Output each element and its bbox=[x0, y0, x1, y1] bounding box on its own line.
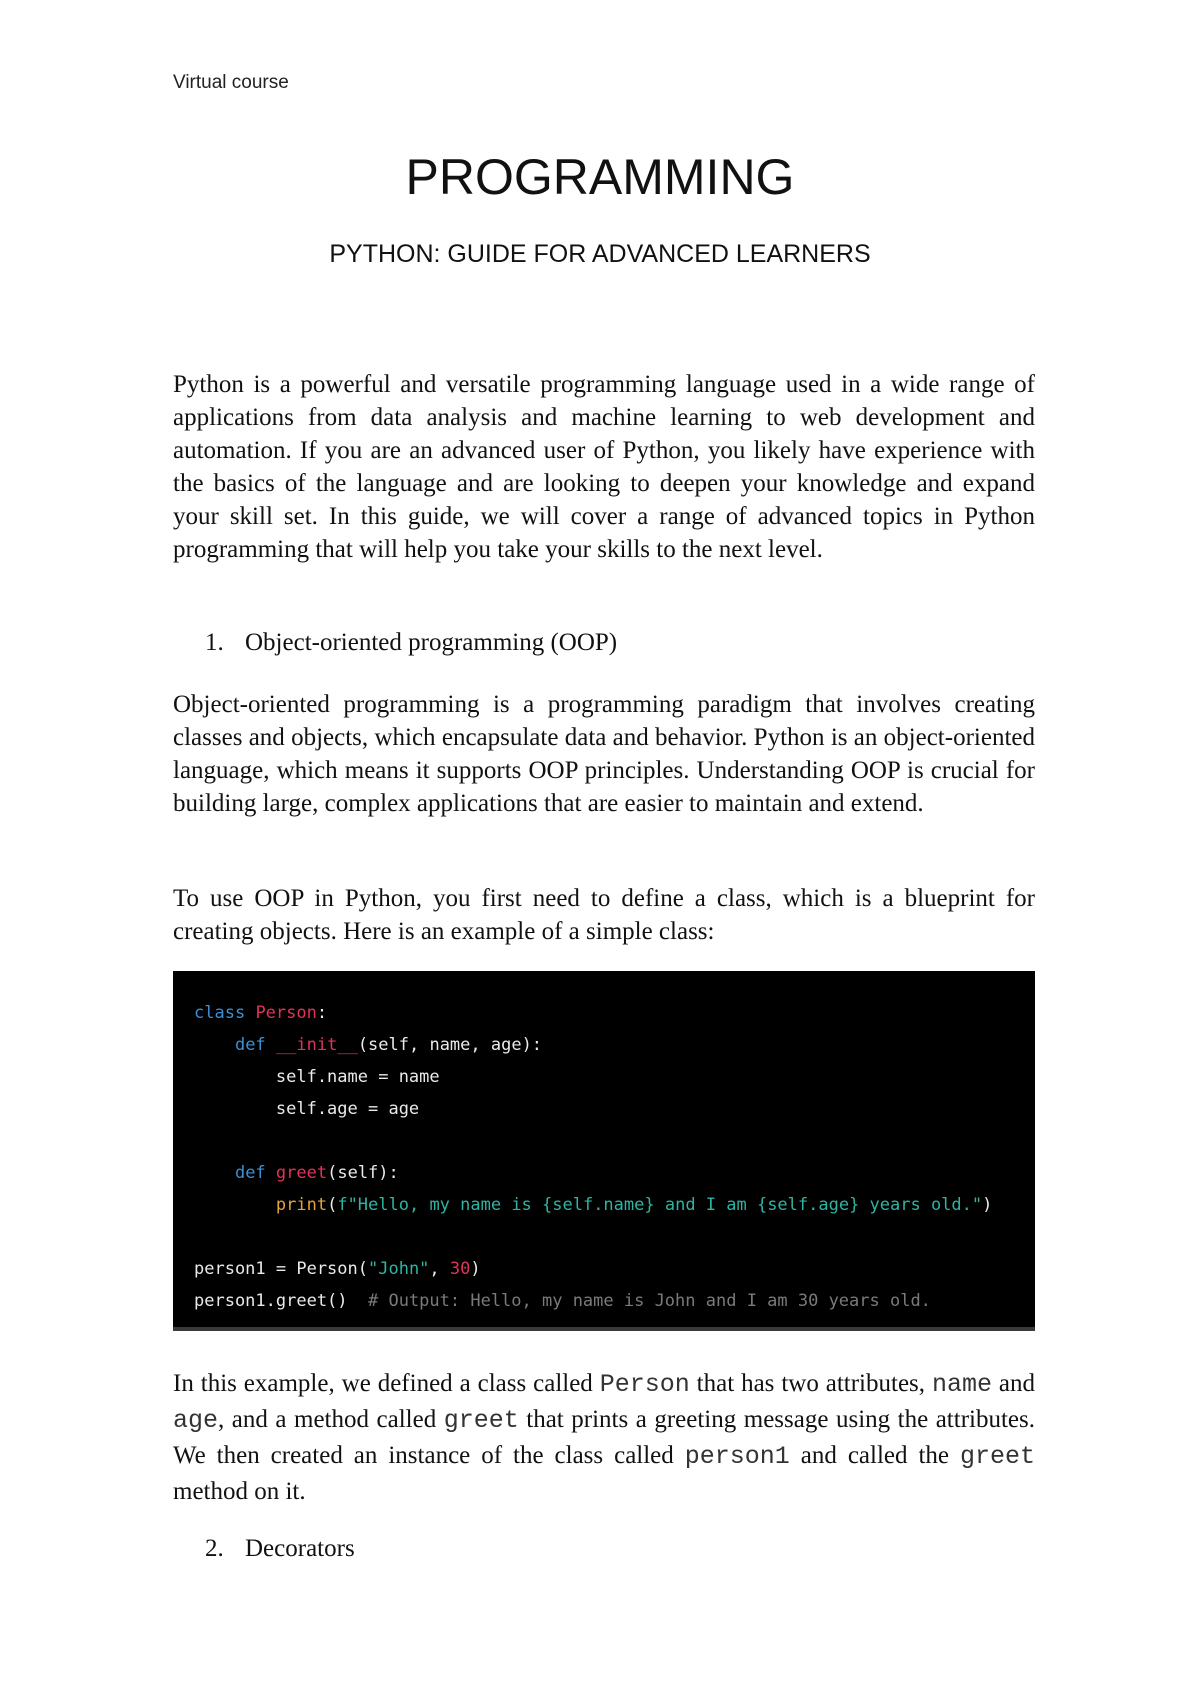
document-subtitle: PYTHON: GUIDE FOR ADVANCED LEARNERS bbox=[329, 240, 871, 268]
section-heading-oop bbox=[205, 626, 617, 659]
page-header: Virtual course bbox=[173, 72, 289, 93]
code-token: "John" bbox=[368, 1259, 430, 1279]
code-line bbox=[194, 1253, 1014, 1285]
inline-code: name bbox=[931, 1370, 992, 1399]
code-token: print bbox=[275, 1195, 328, 1215]
intro-paragraph: Python is a powerful and versatile programming language used in a wide range of applications from data analysis and machine learning to web development and automation. If you are an advanced user of Python, you likely have experience with the basics of the language and are looking to deepen your knowledge and expand your skill set. In this guide, we will cover a range of advanced topics in Python programming that will help you take your skills to the next level. bbox=[173, 371, 1035, 563]
text-run: and bbox=[991, 1370, 1035, 1397]
code-line bbox=[194, 997, 1014, 1029]
section-number: 2. bbox=[205, 1535, 224, 1562]
code-token: f"Hello, my name is {self.name} and I am {self.age} years old." bbox=[337, 1195, 983, 1215]
code-token: (self, name, age): bbox=[357, 1035, 543, 1055]
code-token: (self): bbox=[327, 1163, 399, 1183]
code-line bbox=[194, 1189, 1014, 1221]
code-token: __init__ bbox=[275, 1035, 358, 1055]
document-title: PROGRAMMING bbox=[405, 149, 795, 205]
code-indent bbox=[194, 1163, 235, 1183]
code-token: def bbox=[234, 1035, 266, 1055]
section-title: Decorators bbox=[245, 1535, 355, 1562]
code-token: ) bbox=[982, 1195, 993, 1215]
class-intro-paragraph: To use OOP in Python, you first need to define a class, which is a blueprint for creating objects. Here is an example of a simple class: bbox=[173, 885, 1035, 945]
text-run: , and a method called bbox=[218, 1406, 444, 1433]
code-line bbox=[194, 1029, 1014, 1061]
section-title: Object-oriented programming (OOP) bbox=[245, 629, 618, 656]
code-token: Person bbox=[255, 1003, 317, 1023]
code-token: ( bbox=[327, 1195, 338, 1215]
code-line bbox=[194, 1285, 1014, 1317]
code-indent bbox=[194, 1035, 235, 1055]
code-line: self.age = age bbox=[194, 1099, 420, 1119]
inline-code: person1 bbox=[684, 1442, 790, 1471]
explanation-paragraph bbox=[173, 1366, 1035, 1509]
text-run: and called the bbox=[789, 1442, 960, 1469]
code-token: def bbox=[234, 1163, 266, 1183]
code-token: , bbox=[429, 1259, 450, 1279]
code-comment: # Output: Hello, my name is John and I am 30 years old. bbox=[368, 1291, 931, 1311]
section-heading-decorators bbox=[205, 1532, 355, 1565]
code-token: person1 = Person( bbox=[194, 1259, 368, 1279]
text-run: In this example, we defined a class called bbox=[173, 1370, 600, 1397]
code-line bbox=[194, 1157, 1014, 1189]
oop-paragraph: Object-oriented programming is a programming paradigm that involves creating classes and objects, which encapsulate data and behavior. Python is an object-oriented language, which means it supports OOP principles. Understanding OOP is crucial for building large, complex applications that are easier to maintain and extend. bbox=[173, 691, 1035, 817]
code-token: : bbox=[316, 1003, 328, 1023]
code-line-blank bbox=[194, 1221, 1014, 1253]
code-line-blank bbox=[194, 1125, 1014, 1157]
code-token: greet bbox=[275, 1163, 328, 1183]
code-token: class bbox=[194, 1003, 246, 1023]
inline-code: Person bbox=[599, 1370, 690, 1399]
code-token: ) bbox=[470, 1259, 481, 1279]
code-token: person1.greet() bbox=[194, 1291, 368, 1311]
text-run: that has two attributes, bbox=[689, 1370, 932, 1397]
code-token: 30 bbox=[449, 1259, 471, 1279]
code-block bbox=[173, 971, 1035, 1331]
code-line: self.name = name bbox=[194, 1067, 440, 1087]
code-indent bbox=[194, 1195, 276, 1215]
inline-code: age bbox=[173, 1406, 219, 1435]
text-run: that prints a greeting message using the attributes. We then created an instance of the class called bbox=[173, 1406, 1035, 1469]
section-number: 1. bbox=[205, 629, 224, 656]
inline-code: greet bbox=[959, 1442, 1035, 1471]
inline-code: greet bbox=[443, 1406, 519, 1435]
text-run: method on it. bbox=[173, 1478, 306, 1505]
